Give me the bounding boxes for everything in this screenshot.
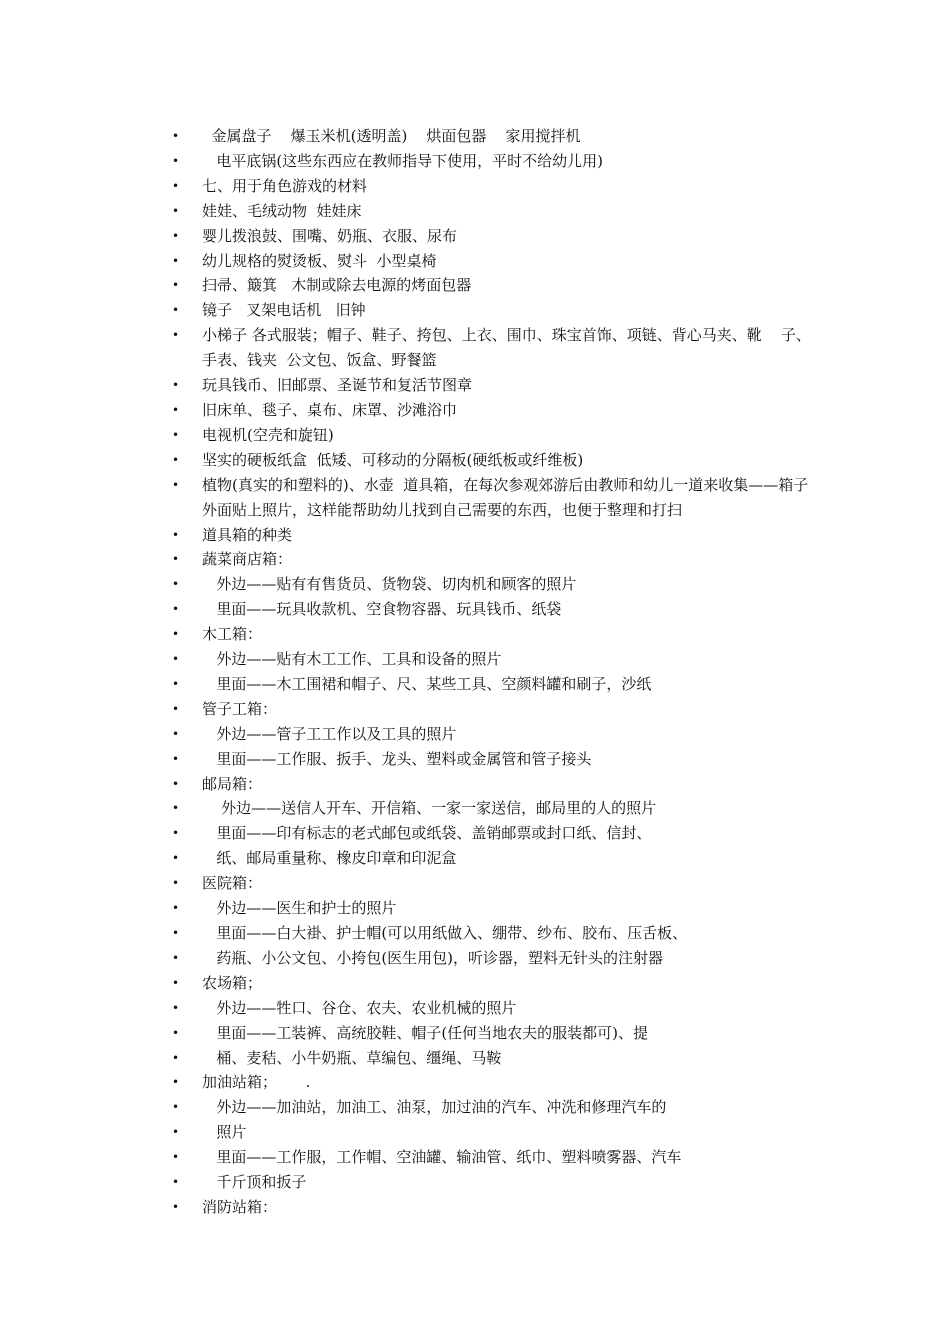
list-item-text: 旧床单、毯子、桌布、床罩、沙滩浴巾 xyxy=(202,400,458,419)
list-item-text: 照片 xyxy=(202,1123,247,1142)
list-item xyxy=(172,547,822,572)
list-item-text: 外边——牲口、谷仓、农夫、农业机械的照片 xyxy=(202,998,517,1017)
bullet-icon: • xyxy=(172,926,180,940)
bullet-icon: • xyxy=(172,577,180,592)
bullet-icon: • xyxy=(172,278,180,293)
list-item-text: 金属盘子 爆玉米机(透明盖) 烘面包器 家用搅拌机 xyxy=(202,127,581,145)
list-item xyxy=(172,1095,822,1120)
list-item xyxy=(172,448,822,473)
bullet-icon: • xyxy=(172,652,180,667)
list-item-text: 里面——印有标志的老式邮包或纸袋、盖销邮票或封口纸、信封、 xyxy=(202,824,652,843)
list-item xyxy=(172,871,822,896)
bullet-icon: • xyxy=(172,950,180,965)
bullet-icon: • xyxy=(172,776,180,791)
bullet-icon: • xyxy=(172,1175,180,1190)
bullet-icon: • xyxy=(172,1000,180,1015)
list-item-text: 镜子 叉架电话机 旧钟 xyxy=(202,301,366,320)
bullet-icon: • xyxy=(172,627,180,642)
list-item-text: 农场箱； xyxy=(202,973,263,992)
list-item-text: 管子工箱： xyxy=(202,699,278,718)
list-item xyxy=(172,772,822,797)
list-item-text: 消防站箱： xyxy=(202,1197,278,1216)
list-item xyxy=(172,1120,822,1145)
list-item xyxy=(172,647,822,672)
list-item-text: 外边——贴有有售货员、货物袋、切肉机和顾客的照片 xyxy=(202,575,577,594)
list-item xyxy=(172,174,822,199)
bullet-icon: • xyxy=(172,427,180,442)
list-item xyxy=(172,373,822,398)
bullet-icon: • xyxy=(172,751,180,766)
list-item-text: 医院箱： xyxy=(202,874,263,893)
list-item-text: 里面——白大褂、护士帽(可以用纸做入、绷带、纱布、胶布、压舌板、 xyxy=(202,924,688,942)
list-item-text: 电视机(空壳和旋钮) xyxy=(202,425,334,444)
list-item-text: 里面——工装裤、高统胶鞋、帽子(任何当地农夫的服装都可)、提 xyxy=(202,1023,649,1042)
list-item-text: 邮局箱： xyxy=(202,774,263,793)
list-item-text: 里面——工作服、扳手、龙头、塑料或金属管和管子接头 xyxy=(202,749,592,768)
bullet-icon: • xyxy=(172,129,180,143)
list-item xyxy=(172,1170,822,1195)
bullet-icon: • xyxy=(172,1075,180,1090)
bullet-icon: • xyxy=(172,975,180,990)
list-item-text: 外边——医生和护士的照片 xyxy=(202,899,397,918)
bullet-icon: • xyxy=(172,901,180,916)
list-item-text: 坚实的硬板纸盒 低矮、可移动的分隔板(硬纸板或纤维板) xyxy=(202,450,584,469)
list-item-text: 蔬菜商店箱： xyxy=(202,550,293,569)
list-item xyxy=(172,722,822,747)
list-item xyxy=(172,1070,822,1095)
list-item-text: 七、用于角色游戏的材料 xyxy=(202,176,368,195)
list-item-text: 娃娃、毛绒动物 娃娃床 xyxy=(202,201,362,220)
bullet-icon: • xyxy=(172,1100,180,1115)
bullet-icon: • xyxy=(172,801,180,816)
bullet-icon: • xyxy=(172,676,180,691)
list-item-text: 植物(真实的和塑料的)、水壶 道具箱，在每次参观郊游后由教师和幼儿一道来收集——箱子外面贴上照片，这样能帮助幼儿找到自己需要的东西，也便于整理和打扫 xyxy=(202,475,809,519)
list-item-text: 药瓶、小公文包、小挎包(医生用包)，听诊器，塑料无针头的注射器 xyxy=(202,948,664,967)
list-item xyxy=(172,796,822,821)
list-item xyxy=(172,473,822,523)
list-item xyxy=(172,747,822,772)
list-item-text: 电平底锅(这些东西应在教师指导下使用，平时不给幼儿用) xyxy=(202,151,604,170)
list-item xyxy=(172,1195,822,1220)
list-item-text: 千斤顶和扳子 xyxy=(202,1173,307,1192)
bullet-icon: • xyxy=(172,1150,180,1165)
list-item xyxy=(172,523,822,548)
list-item-text: 小梯子 各式服装；帽子、鞋子、挎包、上衣、围巾、珠宝首饰、项链、背心马夹、靴 子、手表、钱夹 公文包、饭盒、野餐篮 xyxy=(202,326,811,370)
list-item-text: 木工箱： xyxy=(202,625,263,644)
list-item xyxy=(172,946,822,971)
list-item xyxy=(172,921,822,946)
list-item-text: 里面——木工围裙和帽子、尺、某些工具、空颜料罐和刷子，沙纸 xyxy=(202,674,652,693)
bullet-list xyxy=(172,124,822,1220)
list-item xyxy=(172,572,822,597)
bullet-icon: • xyxy=(172,452,180,467)
list-item-text: 外边——送信人开车、开信箱、一家一家送信，邮局里的人的照片 xyxy=(202,799,657,818)
list-item xyxy=(172,398,822,423)
list-item-text: 里面——玩具收款机、空食物容器、玩具钱币、纸袋 xyxy=(202,600,562,619)
list-item xyxy=(172,821,822,846)
bullet-icon: • xyxy=(172,402,180,417)
bullet-icon: • xyxy=(172,228,180,243)
bullet-icon: • xyxy=(172,552,180,567)
bullet-icon: • xyxy=(172,328,180,343)
list-item-text: 扫帚、簸箕 木制或除去电源的烤面包器 xyxy=(202,276,472,295)
list-item xyxy=(172,423,822,448)
bullet-icon: • xyxy=(172,203,180,218)
bullet-icon: • xyxy=(172,726,180,741)
list-item xyxy=(172,124,822,149)
list-item xyxy=(172,199,822,224)
list-item xyxy=(172,896,822,921)
bullet-icon: • xyxy=(172,477,180,492)
list-item-text: 玩具钱币、旧邮票、圣诞节和复活节图章 xyxy=(202,376,473,395)
bullet-icon: • xyxy=(172,178,180,193)
list-item xyxy=(172,1145,822,1170)
bullet-icon: • xyxy=(172,527,180,542)
list-item-text: 加油站箱； . xyxy=(202,1073,311,1092)
bullet-icon: • xyxy=(172,1125,180,1140)
list-item xyxy=(172,697,822,722)
list-item-text: 外边——加油站，加油工、油泵，加过油的汽车、冲洗和修理汽车的 xyxy=(202,1098,667,1117)
bullet-icon: • xyxy=(172,826,180,841)
list-item xyxy=(172,622,822,647)
list-item xyxy=(172,971,822,996)
bullet-icon: • xyxy=(172,303,180,318)
list-item-text: 幼儿规格的熨烫板、熨斗 小型桌椅 xyxy=(202,251,437,270)
list-item-text: 里面——工作服，工作帽、空油罐、输油管、纸巾、塑料喷雾器、汽车 xyxy=(202,1148,682,1167)
bullet-icon: • xyxy=(172,701,180,716)
bullet-icon: • xyxy=(172,153,180,168)
bullet-icon: • xyxy=(172,253,180,268)
bullet-icon: • xyxy=(172,1025,180,1040)
list-item xyxy=(172,1046,822,1071)
bullet-icon: • xyxy=(172,602,180,617)
bullet-icon: • xyxy=(172,378,180,393)
list-item xyxy=(172,672,822,697)
list-item xyxy=(172,298,822,323)
list-item-text: 纸、邮局重量称、橡皮印章和印泥盒 xyxy=(202,849,457,868)
list-item-text: 婴儿拨浪鼓、围嘴、奶瓶、衣服、尿布 xyxy=(202,226,458,245)
list-item-text: 道具箱的种类 xyxy=(202,525,293,544)
bullet-icon: • xyxy=(172,1050,180,1065)
list-item xyxy=(172,597,822,622)
list-item xyxy=(172,323,822,373)
list-item xyxy=(172,846,822,871)
bullet-icon: • xyxy=(172,876,180,891)
list-item-text: 外边——贴有木工工作、工具和设备的照片 xyxy=(202,650,502,669)
list-item xyxy=(172,996,822,1021)
list-item-text: 桶、麦秸、小牛奶瓶、草编包、缰绳、马鞍 xyxy=(202,1048,502,1067)
list-item xyxy=(172,249,822,274)
list-item xyxy=(172,224,822,249)
list-item xyxy=(172,273,822,298)
list-item-text: 外边——管子工工作以及工具的照片 xyxy=(202,724,457,743)
list-item xyxy=(172,149,822,174)
bullet-icon: • xyxy=(172,1199,180,1214)
list-item xyxy=(172,1021,822,1046)
bullet-icon: • xyxy=(172,851,180,866)
